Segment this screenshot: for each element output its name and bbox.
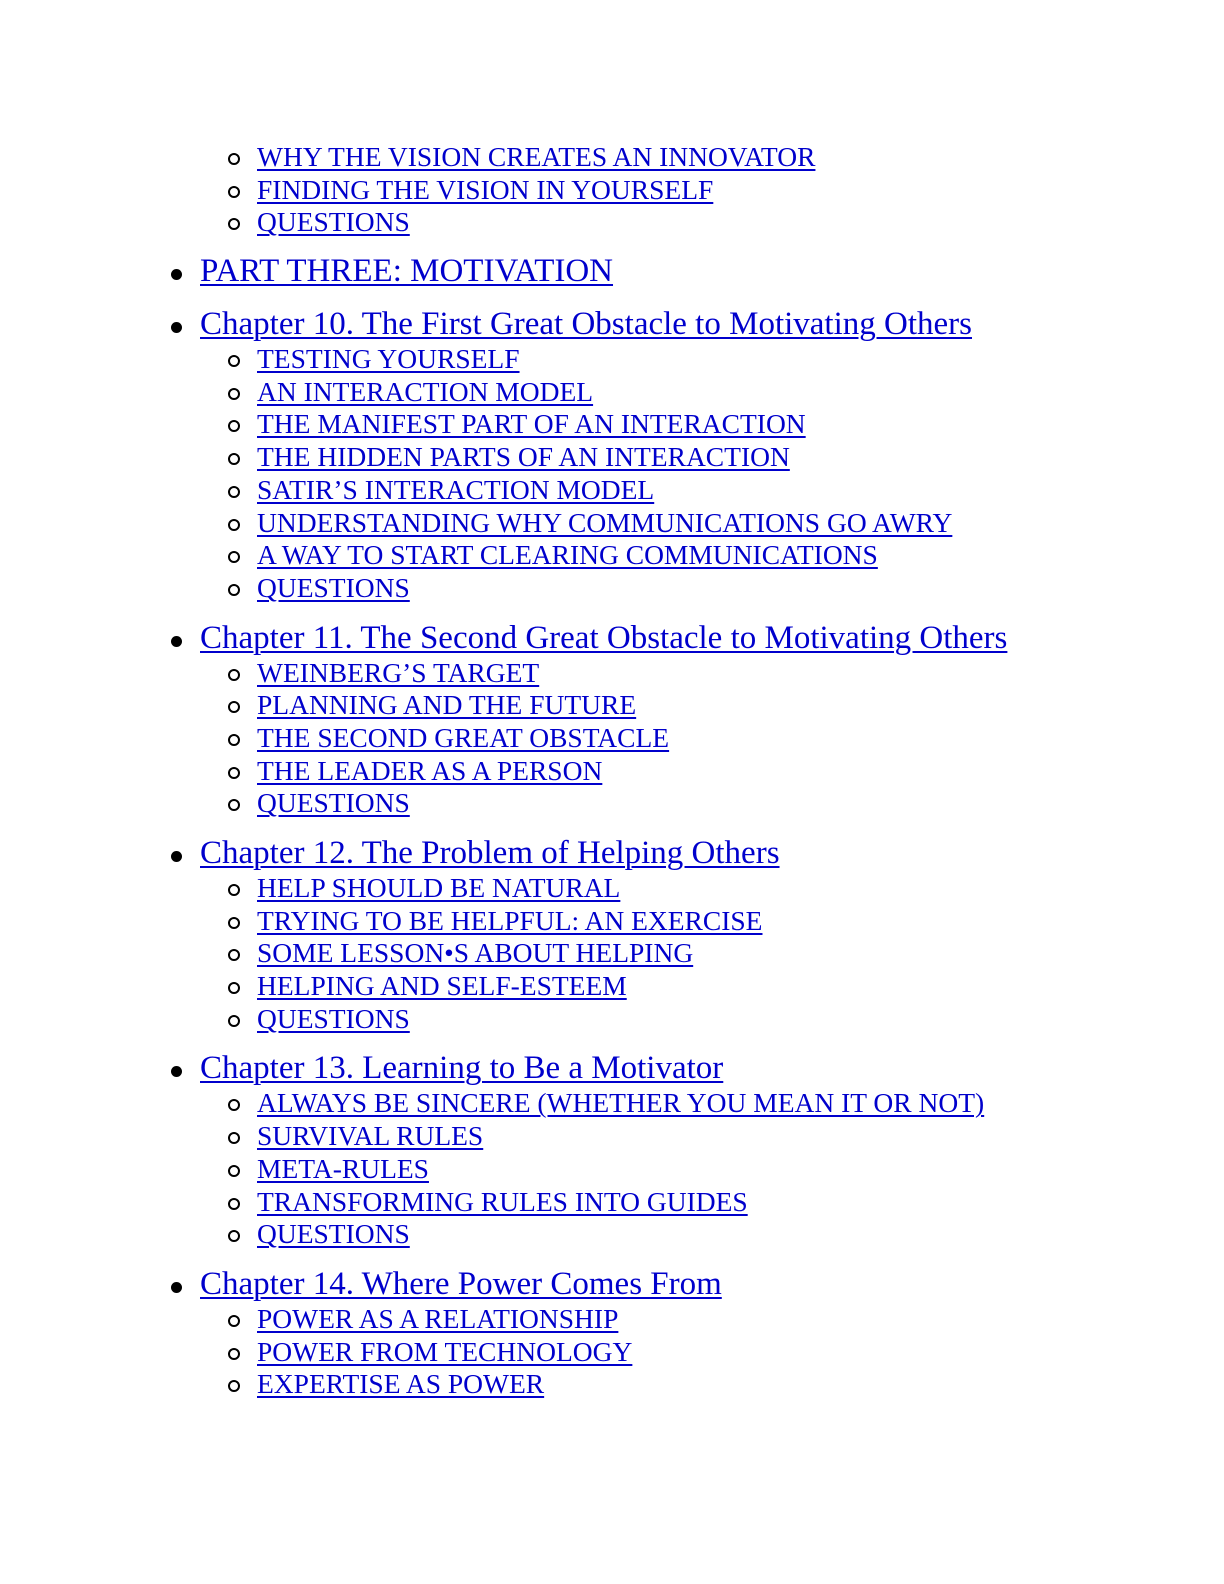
toc-sublink[interactable]: SATIR’S INTERACTION MODEL bbox=[257, 473, 655, 505]
toc-subitem bbox=[0, 572, 1224, 605]
toc-subitem bbox=[0, 1303, 1224, 1336]
toc-section-heading bbox=[0, 1266, 1224, 1303]
toc-sublink[interactable]: HELP SHOULD BE NATURAL bbox=[257, 872, 621, 903]
chapter-10-sublist bbox=[0, 343, 1224, 605]
toc-sublink[interactable]: TESTING YOURSELF bbox=[257, 343, 520, 375]
toc-subitem bbox=[0, 141, 1224, 174]
toc-subitem bbox=[0, 376, 1224, 409]
toc-section-chapter-10 bbox=[0, 306, 1224, 605]
toc-sublink[interactable]: THE LEADER AS A PERSON bbox=[257, 754, 603, 786]
toc-subitem bbox=[0, 1153, 1224, 1186]
toc-section-part-three bbox=[0, 253, 1224, 290]
part-three-link[interactable]: PART THREE: MOTIVATION bbox=[200, 253, 614, 290]
toc-subitem bbox=[0, 539, 1224, 572]
toc-sublink[interactable]: WHY THE VISION CREATES AN INNOVATOR bbox=[257, 141, 816, 172]
toc-subitem bbox=[0, 1368, 1224, 1401]
toc-subitem bbox=[0, 206, 1224, 239]
toc-sublink[interactable]: A WAY TO START CLEARING COMMUNICATIONS bbox=[257, 539, 878, 571]
toc-sublink[interactable]: TRYING TO BE HELPFUL: AN EXERCISE bbox=[257, 904, 763, 936]
toc-section-heading bbox=[0, 620, 1224, 657]
toc-subitem bbox=[0, 1087, 1224, 1120]
toc-sublink[interactable]: TRANSFORMING RULES INTO GUIDES bbox=[257, 1185, 748, 1217]
table-of-contents bbox=[0, 141, 1224, 1401]
toc-subitem bbox=[0, 1186, 1224, 1219]
toc-sublink[interactable]: HELPING AND SELF-ESTEEM bbox=[257, 970, 627, 1002]
toc-sublink[interactable]: SURVIVAL RULES bbox=[257, 1120, 484, 1152]
toc-section-chapter-14 bbox=[0, 1266, 1224, 1401]
toc-sublink[interactable]: FINDING THE VISION IN YOURSELF bbox=[257, 173, 714, 205]
toc-subitem bbox=[0, 657, 1224, 690]
continued-sublist bbox=[0, 141, 1224, 239]
chapter-14-sublist bbox=[0, 1303, 1224, 1401]
chapter-10-link[interactable]: Chapter 10. The First Great Obstacle to Motivating Others bbox=[200, 306, 972, 343]
toc-subitem bbox=[0, 787, 1224, 820]
toc-subitem bbox=[0, 755, 1224, 788]
toc-sublink[interactable]: QUESTIONS bbox=[257, 1002, 410, 1034]
toc-sublink[interactable]: WEINBERG’S TARGET bbox=[257, 656, 540, 688]
toc-subitem bbox=[0, 507, 1224, 540]
toc-subitem bbox=[0, 1336, 1224, 1369]
toc-subitem bbox=[0, 408, 1224, 441]
toc-sublink[interactable]: POWER FROM TECHNOLOGY bbox=[257, 1335, 633, 1367]
toc-sublink[interactable]: PLANNING AND THE FUTURE bbox=[257, 689, 637, 721]
toc-section-chapter-12 bbox=[0, 835, 1224, 1035]
toc-subitem bbox=[0, 174, 1224, 207]
toc-sublink[interactable]: QUESTIONS bbox=[257, 1218, 410, 1250]
toc-subitem bbox=[0, 343, 1224, 376]
toc-sublink[interactable]: QUESTIONS bbox=[257, 206, 410, 238]
toc-section-heading bbox=[0, 306, 1224, 343]
toc-sublink[interactable]: META-RULES bbox=[257, 1152, 429, 1184]
toc-sublink[interactable]: THE MANIFEST PART OF AN INTERACTION bbox=[257, 408, 806, 440]
toc-sublink[interactable]: QUESTIONS bbox=[257, 571, 410, 603]
chapter-13-link[interactable]: Chapter 13. Learning to Be a Motivator bbox=[200, 1050, 724, 1087]
toc-subitem bbox=[0, 722, 1224, 755]
toc-subitem bbox=[0, 1003, 1224, 1036]
toc-subitem bbox=[0, 441, 1224, 474]
toc-sublink[interactable]: THE SECOND GREAT OBSTACLE bbox=[257, 721, 670, 753]
toc-subitem bbox=[0, 937, 1224, 970]
toc-sublink[interactable]: QUESTIONS bbox=[257, 787, 410, 819]
toc-section-chapter-13 bbox=[0, 1050, 1224, 1250]
chapter-11-sublist bbox=[0, 657, 1224, 820]
toc-subitem bbox=[0, 1120, 1224, 1153]
toc-sublink[interactable]: SOME LESSON•S ABOUT HELPING bbox=[257, 937, 694, 969]
toc-subitem bbox=[0, 1218, 1224, 1251]
toc-section-chapter-11 bbox=[0, 620, 1224, 820]
chapter-14-link[interactable]: Chapter 14. Where Power Comes From bbox=[200, 1265, 722, 1302]
chapter-13-sublist bbox=[0, 1087, 1224, 1250]
chapter-12-link[interactable]: Chapter 12. The Problem of Helping Others bbox=[200, 835, 780, 871]
toc-subitem bbox=[0, 872, 1224, 905]
toc-subitem bbox=[0, 689, 1224, 722]
toc-sublink[interactable]: EXPERTISE AS POWER bbox=[257, 1368, 545, 1400]
toc-subitem bbox=[0, 474, 1224, 507]
toc-sublink[interactable]: UNDERSTANDING WHY COMMUNICATIONS GO AWRY bbox=[257, 506, 953, 538]
toc-subitem bbox=[0, 905, 1224, 938]
toc-sublink[interactable]: POWER AS A RELATIONSHIP bbox=[257, 1302, 619, 1334]
toc-sublink[interactable]: AN INTERACTION MODEL bbox=[257, 375, 594, 407]
chapter-12-sublist bbox=[0, 872, 1224, 1035]
toc-section-heading bbox=[0, 253, 1224, 290]
toc-section-heading bbox=[0, 1050, 1224, 1087]
chapter-11-link[interactable]: Chapter 11. The Second Great Obstacle to Motivating Others bbox=[200, 619, 1008, 656]
toc-subitem bbox=[0, 970, 1224, 1003]
toc-section-heading bbox=[0, 835, 1224, 872]
toc-sublink[interactable]: THE HIDDEN PARTS OF AN INTERACTION bbox=[257, 441, 790, 473]
toc-sublink[interactable]: ALWAYS BE SINCERE (WHETHER YOU MEAN IT OR NOT) bbox=[257, 1087, 985, 1119]
